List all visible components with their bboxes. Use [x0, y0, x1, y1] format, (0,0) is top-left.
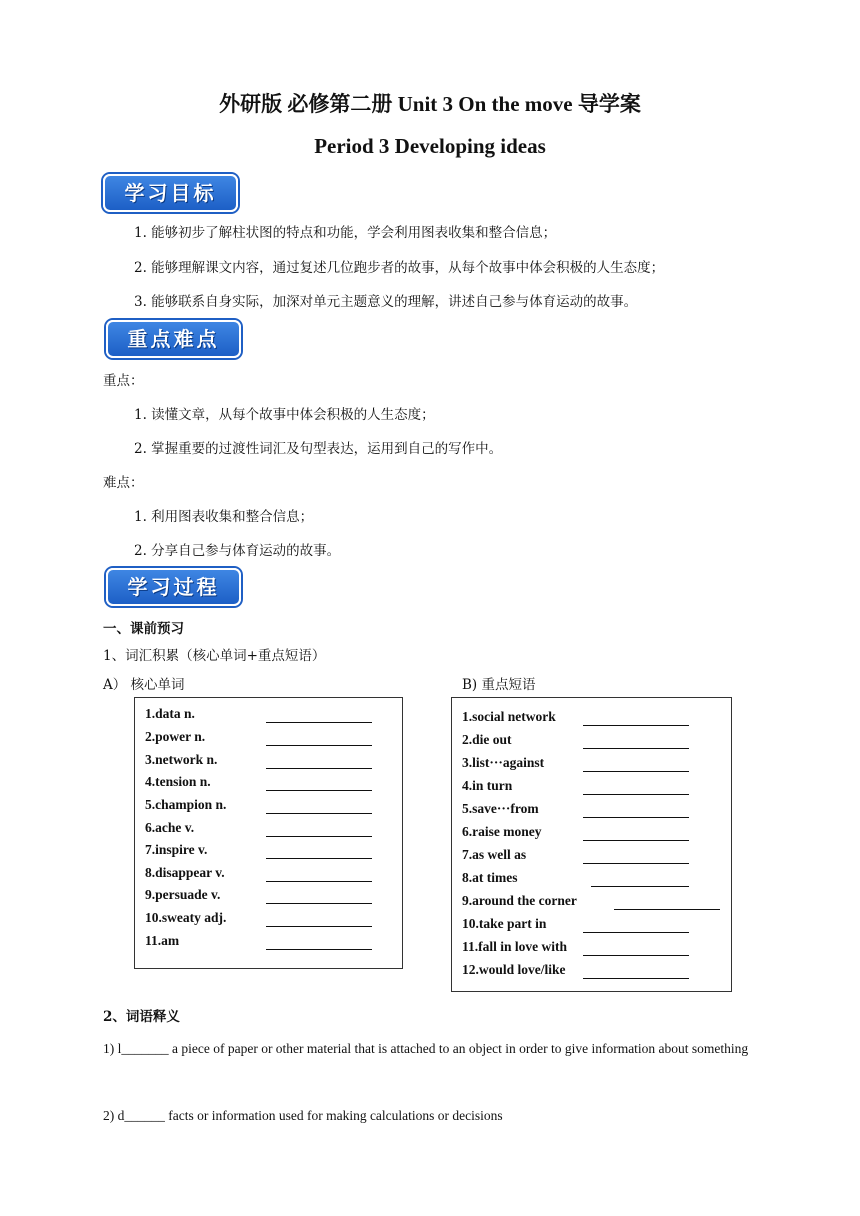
word-item: 9.persuade v.	[145, 887, 221, 902]
objective-item: 1. 能够初步了解柱状图的特点和功能，学会利用图表收集和整合信息；	[134, 225, 557, 241]
difficult-item: 1. 利用图表收集和整合信息；	[134, 509, 314, 525]
objectives-badge: 学习目标	[103, 174, 238, 212]
answer-blank[interactable]	[583, 932, 689, 933]
core-words-label: A） 核心单词	[103, 677, 185, 693]
preview-heading: 一、课前预习	[103, 621, 184, 637]
answer-blank[interactable]	[583, 771, 689, 772]
answer-blank[interactable]	[583, 840, 689, 841]
answer-blank[interactable]	[266, 745, 372, 746]
phrase-item: 3.list···against	[462, 755, 545, 770]
answer-blank[interactable]	[266, 881, 372, 882]
phrase-item: 1.social network	[462, 709, 556, 724]
key-phrases-label: B) 重点短语	[462, 677, 536, 693]
answer-blank[interactable]	[266, 858, 372, 859]
objective-item: 2. 能够理解课文内容，通过复述几位跑步者的故事，从每个故事中体会积极的人生态度；	[134, 260, 665, 276]
objective-item: 3. 能够联系自身实际，加深对单元主题意义的理解，讲述自己参与体育运动的故事。	[134, 294, 638, 310]
word-item: 6.ache v.	[145, 820, 195, 835]
answer-blank[interactable]	[266, 836, 372, 837]
word-item: 5.champion n.	[145, 797, 227, 812]
document-subtitle: Period 3 Developing ideas	[314, 134, 546, 158]
phrase-item: 6.raise money	[462, 824, 542, 839]
vocab-heading: 1、词汇积累（核心单词+重点短语）	[103, 648, 326, 664]
key-label: 重点：	[103, 373, 144, 389]
answer-blank[interactable]	[266, 790, 372, 791]
key-phrases-box	[451, 697, 732, 992]
word-item: 7.inspire v.	[145, 842, 208, 857]
word-item: 3.network n.	[145, 752, 218, 767]
phrase-item: 12.would love/like	[462, 962, 566, 977]
definition-item: 1) l_______ a piece of paper or other material that is attached to an object in order to give information about something	[103, 1041, 749, 1056]
answer-blank[interactable]	[266, 722, 372, 723]
answer-blank[interactable]	[583, 955, 689, 956]
answer-blank[interactable]	[266, 813, 372, 814]
difficult-label: 难点：	[103, 475, 144, 491]
process-badge: 学习过程	[106, 568, 241, 606]
phrase-item: 11.fall in love with	[462, 939, 568, 954]
phrase-item: 9.around the corner	[462, 893, 577, 908]
answer-blank[interactable]	[583, 978, 689, 979]
answer-blank[interactable]	[583, 725, 689, 726]
definition-item: 2) d______ facts or information used for making calculations or decisions	[103, 1108, 503, 1123]
key-points-badge: 重点难点	[106, 320, 241, 358]
answer-blank[interactable]	[266, 768, 372, 769]
word-item: 11.am	[145, 933, 180, 948]
word-item: 2.power n.	[145, 729, 206, 744]
answer-blank[interactable]	[614, 909, 720, 910]
word-item: 1.data n.	[145, 706, 195, 721]
phrase-item: 5.save···from	[462, 801, 539, 816]
answer-blank[interactable]	[583, 863, 689, 864]
key-item: 1. 读懂文章，从每个故事中体会积极的人生态度；	[134, 407, 435, 423]
definitions-heading: 2、词语释义	[103, 1009, 180, 1025]
document-title: 外研版 必修第二册 Unit 3 On the move 导学案	[219, 92, 641, 116]
answer-blank[interactable]	[583, 748, 689, 749]
phrase-item: 4.in turn	[462, 778, 513, 793]
answer-blank[interactable]	[591, 886, 689, 887]
answer-blank[interactable]	[266, 949, 372, 950]
difficult-item: 2. 分享自己参与体育运动的故事。	[134, 543, 341, 559]
phrase-item: 7.as well as	[462, 847, 527, 862]
key-item: 2. 掌握重要的过渡性词汇及句型表达，运用到自己的写作中。	[134, 441, 503, 457]
answer-blank[interactable]	[266, 926, 372, 927]
answer-blank[interactable]	[266, 903, 372, 904]
phrase-item: 8.at times	[462, 870, 518, 885]
phrase-item: 10.take part in	[462, 916, 547, 931]
word-item: 4.tension n.	[145, 774, 211, 789]
core-words-box	[134, 697, 403, 969]
word-item: 8.disappear v.	[145, 865, 225, 880]
answer-blank[interactable]	[583, 817, 689, 818]
word-item: 10.sweaty adj.	[145, 910, 227, 925]
phrase-item: 2.die out	[462, 732, 512, 747]
answer-blank[interactable]	[583, 794, 689, 795]
